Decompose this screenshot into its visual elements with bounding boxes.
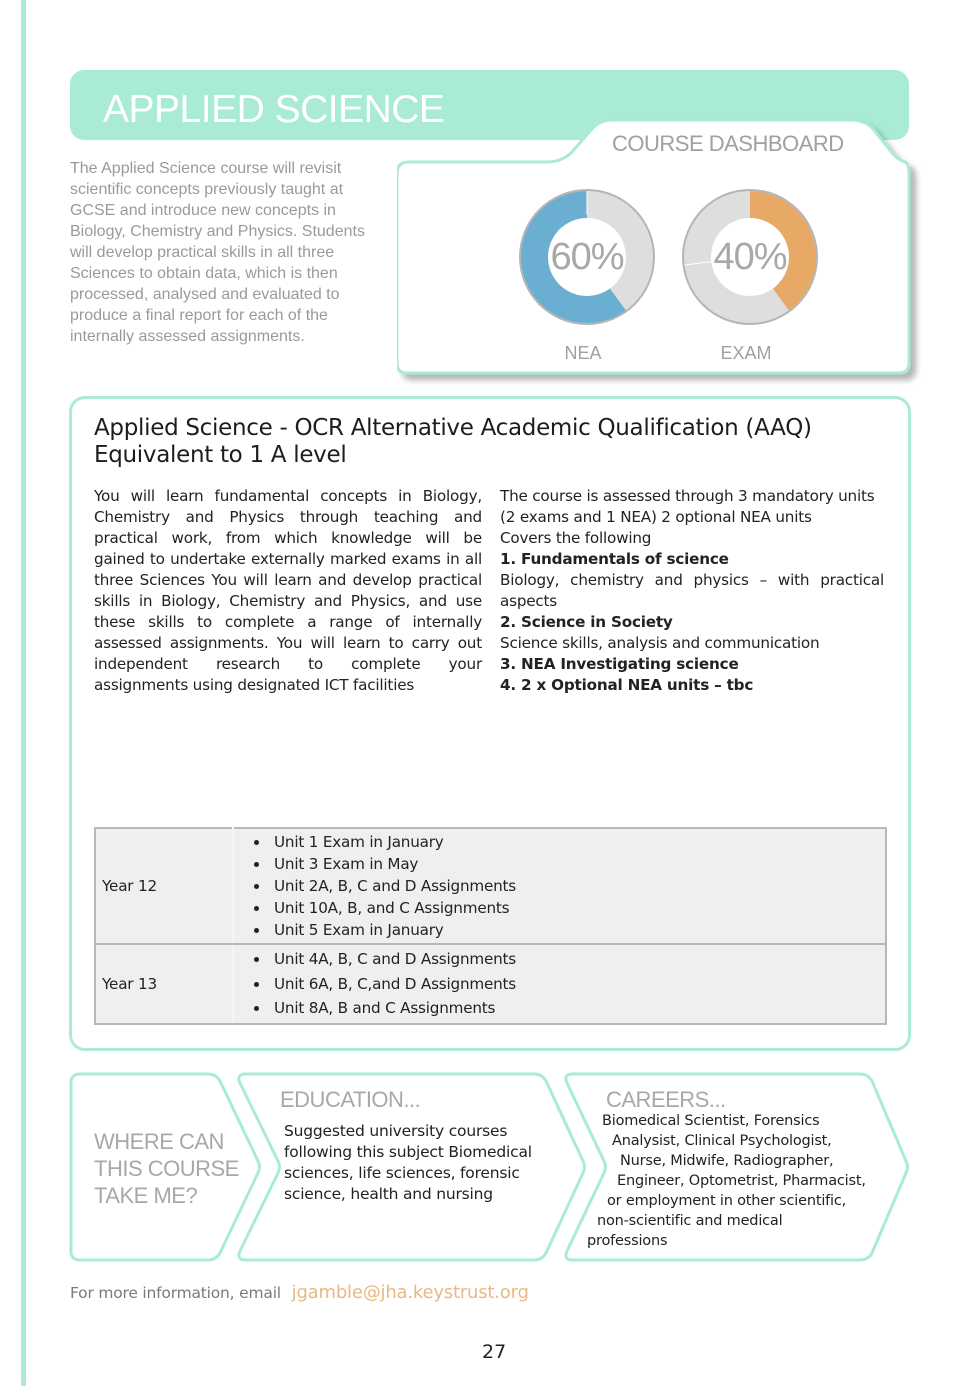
careers-line: Analysist, Clinical Psychologist,: [612, 1133, 832, 1149]
course-description: You will learn fundamental concepts in Biology, Chemistry and Physics through teaching and practical work, from which knowledge will be gained to undertake externally marked exams in all three Sciences You will learn and develop practical skills in Biology, Chemistry and Physics, and use these skills to complete a range of internally assessed assignments. You will learn to carry out independent research to complete your assignments using designated ICT facilities: [94, 487, 482, 694]
course-dashboard: [397, 117, 911, 375]
info-text: For more information,: [70, 1284, 235, 1302]
list-item: Unit 8A, B and C Assignments: [252, 996, 885, 1021]
list-item: Unit 10A, B, and C Assignments: [252, 897, 885, 919]
page-title: APPLIED SCIENCE: [103, 88, 445, 131]
covers-label: Covers the following: [500, 529, 652, 547]
unit1-title: 1. Fundamentals of science: [500, 550, 729, 568]
unit4-title: 4. 2 x Optional NEA units – tbc: [500, 676, 754, 694]
careers-line: or employment in other scientific,: [607, 1193, 847, 1209]
units-cell: [233, 828, 886, 944]
table-row: [95, 944, 886, 1024]
course-title-line1: Applied Science - OCR Alternative Academic Qualification (AAQ): [94, 415, 812, 441]
careers-line: Biomedical Scientist, Forensics: [602, 1113, 820, 1129]
unit3-title: 3. NEA Investigating science: [500, 655, 739, 673]
unit1-description: Biology, chemistry and physics – with practical aspects: [500, 571, 884, 610]
exam-donut-chart: [680, 187, 820, 327]
dashboard-title: COURSE DASHBOARD: [612, 131, 844, 156]
where-heading: [94, 1128, 254, 1209]
side-accent-stripe: [21, 0, 26, 1386]
education-heading: EDUCATION...: [280, 1087, 421, 1112]
email-link[interactable]: jgamble@jha.keystrust.org: [291, 1282, 529, 1303]
careers-line: Nurse, Midwife, Radiographer,: [620, 1153, 834, 1169]
nea-percent: 60%: [550, 236, 624, 278]
dashboard-frame: [397, 117, 921, 385]
nea-donut-chart: [517, 187, 657, 327]
exam-label: EXAM: [720, 343, 772, 363]
assessment-intro: The course is assessed through 3 mandatory units (2 exams and 1 NEA) 2 optional NEA units: [500, 487, 875, 526]
email-label: email: [239, 1284, 281, 1302]
list-item: Unit 4A, B, C and D Assignments: [252, 947, 885, 972]
list-item: Unit 5 Exam in January: [252, 919, 885, 941]
course-title: [94, 415, 874, 469]
careers-heading: CAREERS...: [606, 1087, 726, 1112]
intro-paragraph: The Applied Science course will revisit scientific concepts previously taught at GCSE and introduce new concepts in Biology, Chemistry and Physics. Students will develop practical skills in all three Sciences to obtain data, which is then processed, analysed and evaluated to produce a final report for each of the internally assessed assignments.: [70, 160, 365, 345]
course-title-line2: Equivalent to 1 A level: [94, 442, 347, 468]
year-cell: Year 12: [95, 828, 233, 944]
units-list: [234, 945, 885, 1023]
table-row: [95, 828, 886, 944]
exam-percent: 40%: [713, 236, 787, 278]
education-text: Suggested university courses following this subject Biomedical sciences, life sciences, forensic science, health and nursing: [284, 1122, 532, 1203]
unit2-description: Science skills, analysis and communication: [500, 634, 820, 652]
units-list: [234, 829, 885, 943]
careers-line: professions: [587, 1233, 668, 1249]
nea-label: NEA: [564, 343, 602, 363]
course-assessment: [500, 486, 884, 696]
course-details-box: [69, 396, 911, 1051]
contact-info: [70, 1282, 529, 1303]
where-line: THIS COURSE: [94, 1156, 239, 1181]
units-cell: [233, 944, 886, 1024]
careers-text: [586, 1111, 876, 1251]
careers-line: Engineer, Optometrist, Pharmacist,: [617, 1173, 866, 1189]
pathways-section: [68, 1071, 910, 1263]
list-item: Unit 6A, B, C,and D Assignments: [252, 972, 885, 997]
list-item: Unit 2A, B, C and D Assignments: [252, 875, 885, 897]
page-number: 27: [482, 1341, 507, 1363]
unit2-title: 2. Science in Society: [500, 613, 673, 631]
list-item: Unit 3 Exam in May: [252, 853, 885, 875]
careers-line: non-scientific and medical: [597, 1213, 783, 1229]
list-item: Unit 1 Exam in January: [252, 831, 885, 853]
where-line: WHERE CAN: [94, 1129, 224, 1154]
schedule-table: [94, 827, 887, 1025]
year-cell: Year 13: [95, 944, 233, 1024]
where-line: TAKE ME?: [94, 1183, 198, 1208]
